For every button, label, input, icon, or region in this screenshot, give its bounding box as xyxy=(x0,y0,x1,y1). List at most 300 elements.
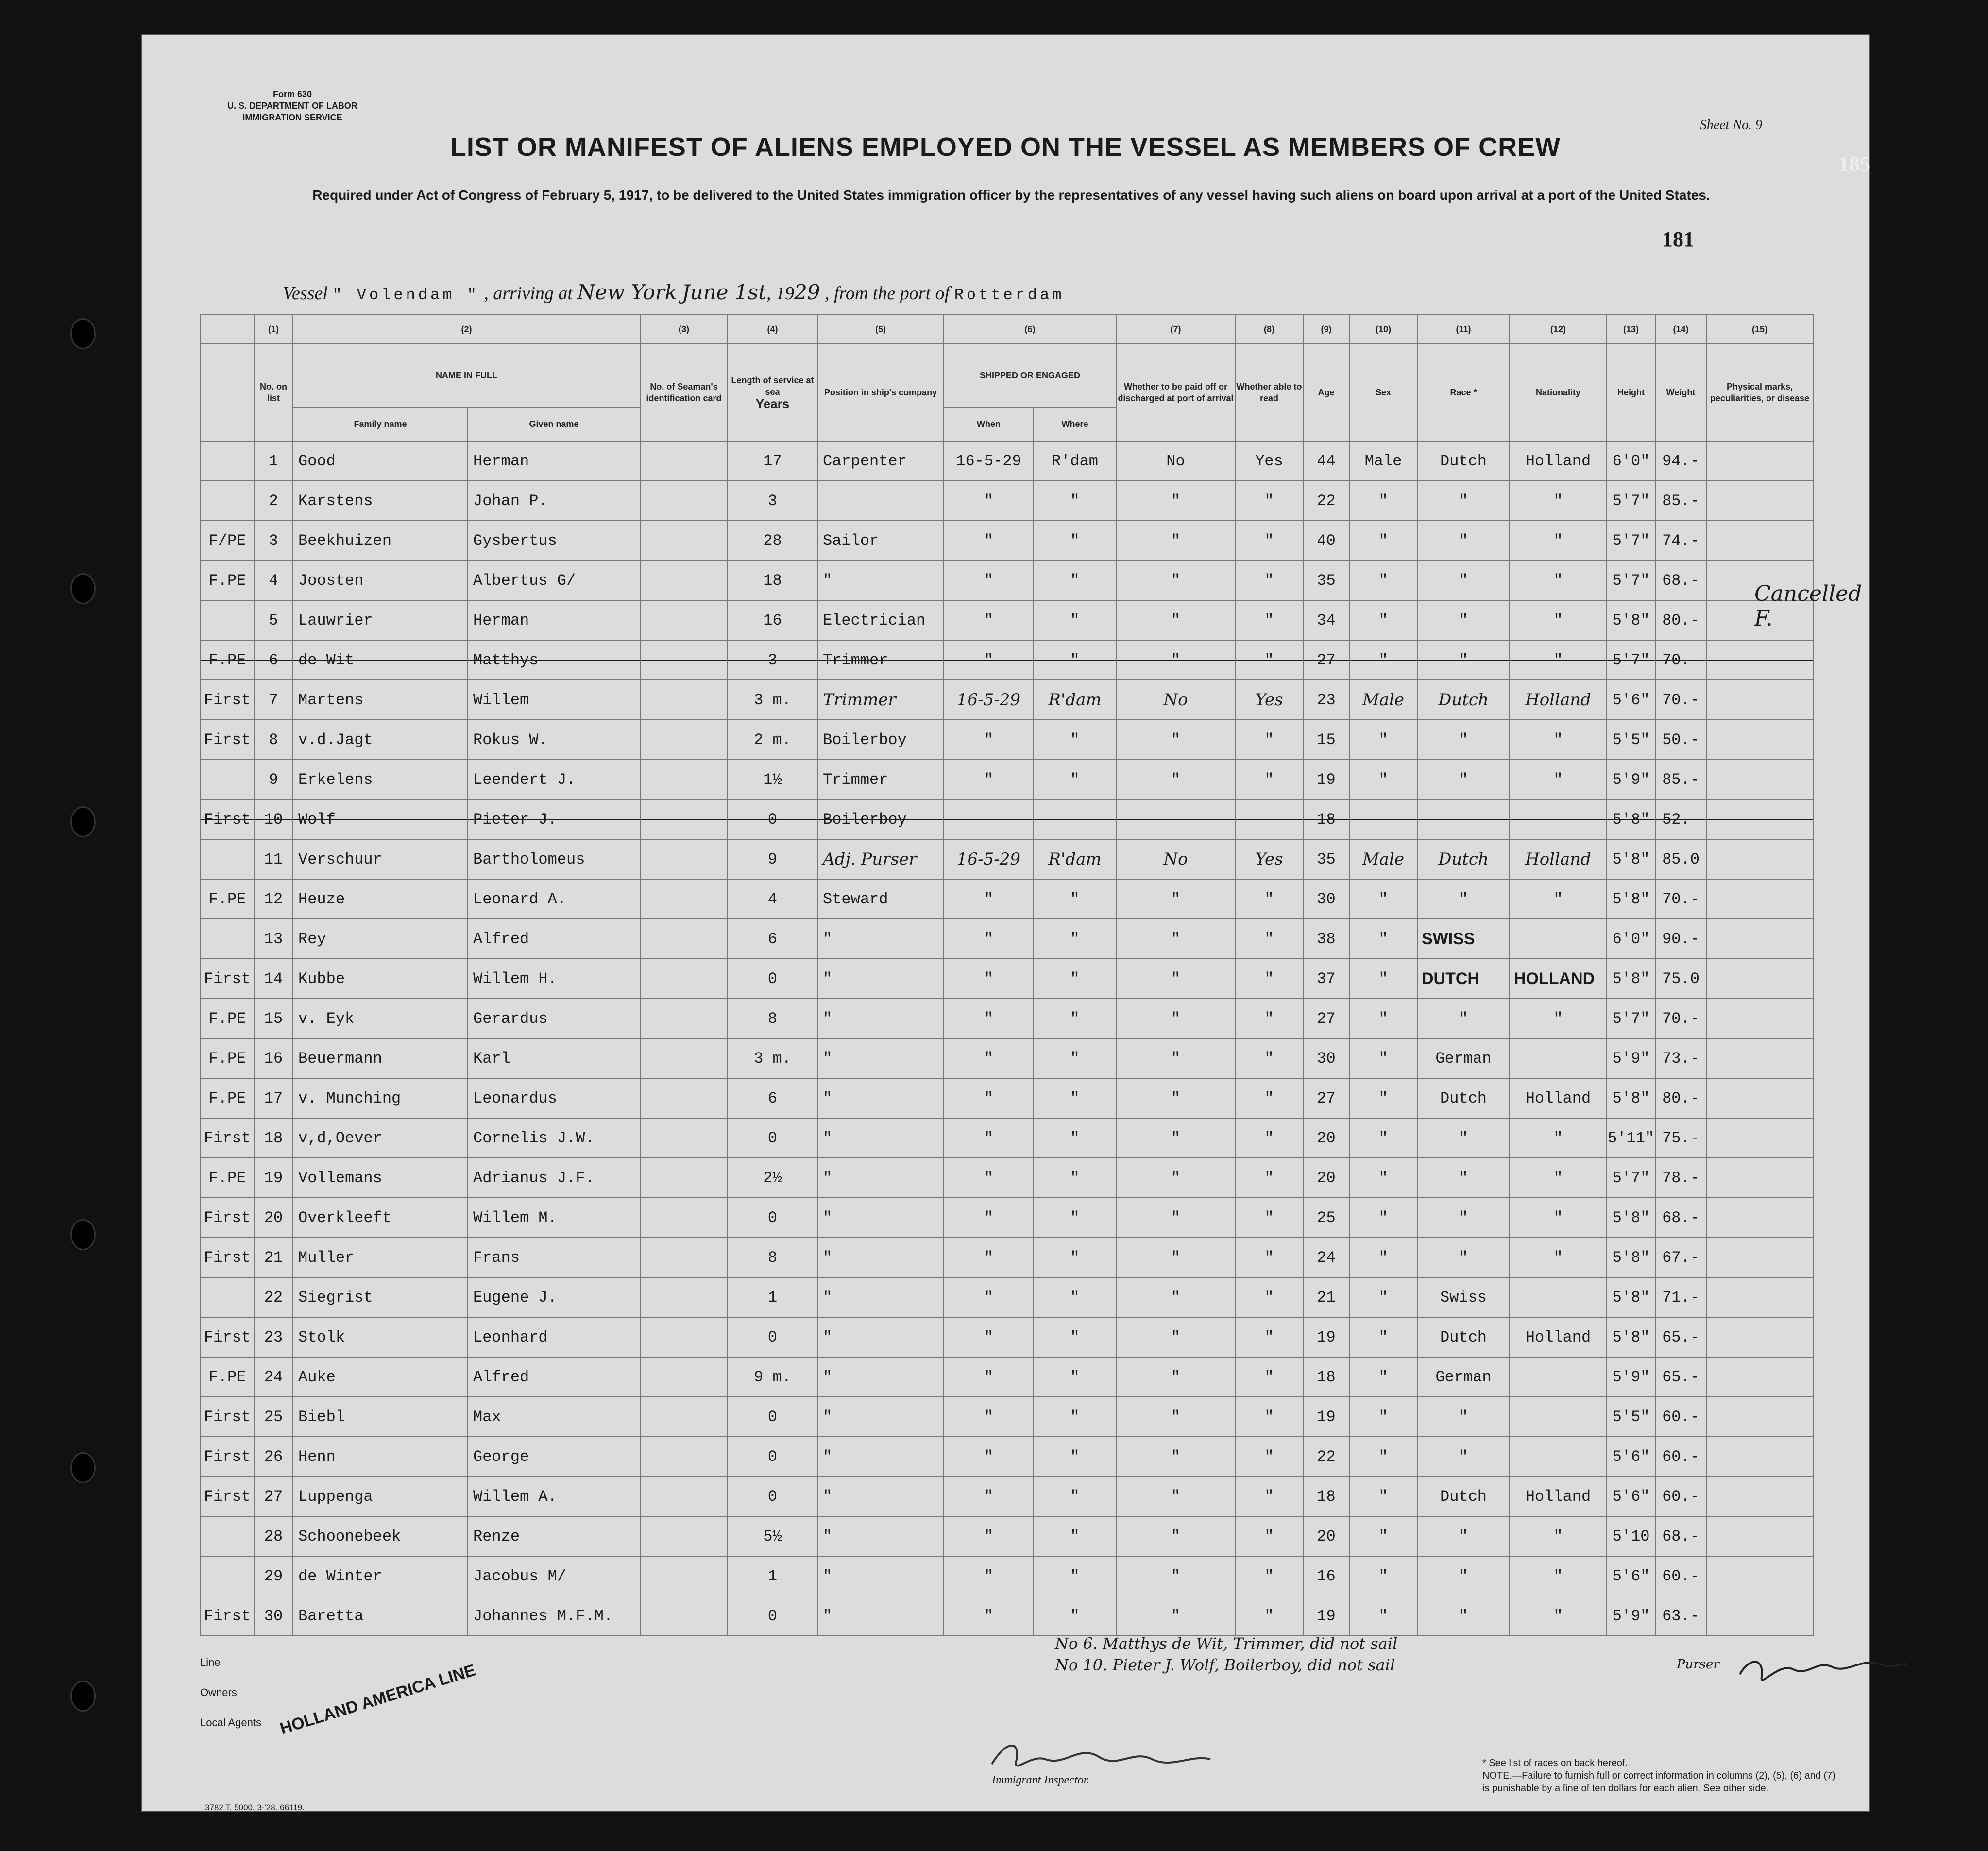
race-cell: Dutch xyxy=(1417,1078,1510,1118)
position-cell xyxy=(817,481,944,521)
age-cell: 18 xyxy=(1303,799,1349,839)
shipped-when-cell: " xyxy=(944,1238,1034,1277)
race-cell: " xyxy=(1417,600,1510,640)
given-name-cell: Pieter J. xyxy=(468,799,640,839)
paid-off-cell: " xyxy=(1116,1198,1235,1238)
purser-label: Purser xyxy=(1677,1657,1719,1672)
position-cell: " xyxy=(817,560,944,600)
able-to-read-cell: " xyxy=(1235,1238,1303,1277)
owners-label: Owners xyxy=(200,1686,237,1698)
weight-cell: 63.- xyxy=(1655,1596,1706,1636)
family-name-cell: v. Eyk xyxy=(293,999,468,1038)
shipped-where-cell: " xyxy=(1034,521,1116,560)
weight-cell: 50.- xyxy=(1655,720,1706,760)
able-to-read-cell: " xyxy=(1235,879,1303,919)
shipped-when-cell: " xyxy=(944,720,1034,760)
sex-cell: " xyxy=(1349,1357,1417,1397)
physical-marks-cell xyxy=(1706,1357,1813,1397)
service-length-cell: 0 xyxy=(728,1118,817,1158)
nationality-cell: " xyxy=(1510,1238,1607,1277)
paid-off-cell: " xyxy=(1116,600,1235,640)
physical-marks-cell xyxy=(1706,1556,1813,1596)
service-length-cell: 0 xyxy=(728,1596,817,1636)
physical-marks-cell xyxy=(1706,1317,1813,1357)
position-cell: " xyxy=(817,1038,944,1078)
nationality-cell: " xyxy=(1510,999,1607,1038)
race-cell: " xyxy=(1417,1158,1510,1198)
header-shipped: SHIPPED OR ENGAGED xyxy=(944,344,1116,407)
row-number-cell: 3 xyxy=(254,521,293,560)
table-row xyxy=(201,521,1813,560)
paid-off-cell: " xyxy=(1116,521,1235,560)
position-cell: Trimmer xyxy=(817,680,944,720)
height-cell: 5'7" xyxy=(1607,560,1655,600)
nationality-cell xyxy=(1510,919,1607,959)
able-to-read-cell: " xyxy=(1235,720,1303,760)
race-cell: " xyxy=(1417,1118,1510,1158)
height-cell: 5'9" xyxy=(1607,1596,1655,1636)
row-note-cell: First xyxy=(201,1238,254,1277)
able-to-read-cell: " xyxy=(1235,1437,1303,1477)
row-note-cell xyxy=(201,600,254,640)
family-name-cell: Auke xyxy=(293,1357,468,1397)
table-row xyxy=(201,1238,1813,1277)
service-length-cell: 3 xyxy=(728,481,817,521)
height-cell: 5'10 xyxy=(1607,1516,1655,1556)
family-name-cell: Joosten xyxy=(293,560,468,600)
row-number-cell: 8 xyxy=(254,720,293,760)
page-title: LIST OR MANIFEST OF ALIENS EMPLOYED ON THE VESSEL AS MEMBERS OF CREW xyxy=(450,133,1561,162)
sex-cell: " xyxy=(1349,1437,1417,1477)
service-length-cell: 2½ xyxy=(728,1158,817,1198)
given-name-cell: Leonhard xyxy=(468,1317,640,1357)
able-to-read-cell: " xyxy=(1235,1516,1303,1556)
nationality-cell: " xyxy=(1510,600,1607,640)
height-cell: 5'7" xyxy=(1607,999,1655,1038)
given-name-cell: Karl xyxy=(468,1038,640,1078)
sex-cell: " xyxy=(1349,1596,1417,1636)
header-col-4: (4) xyxy=(728,315,817,344)
nationality-cell: " xyxy=(1510,1556,1607,1596)
header-age: Age xyxy=(1303,344,1349,441)
table-row xyxy=(201,999,1813,1038)
nationality-cell: " xyxy=(1510,760,1607,799)
sex-cell: " xyxy=(1349,1397,1417,1437)
family-name-cell: Martens xyxy=(293,680,468,720)
header-col-15: (15) xyxy=(1706,315,1813,344)
physical-marks-cell xyxy=(1706,481,1813,521)
position-cell: " xyxy=(817,1078,944,1118)
height-cell: 5'7" xyxy=(1607,481,1655,521)
position-cell: " xyxy=(817,1277,944,1317)
given-name-cell: Jacobus M/ xyxy=(468,1556,640,1596)
row-note-cell: First xyxy=(201,1477,254,1516)
given-name-cell: Herman xyxy=(468,441,640,481)
table-header xyxy=(201,315,1813,441)
shipped-where-cell: " xyxy=(1034,1556,1116,1596)
weight-cell: 80.- xyxy=(1655,1078,1706,1118)
race-cell: " xyxy=(1417,879,1510,919)
header-col-13: (13) xyxy=(1607,315,1655,344)
table-row xyxy=(201,441,1813,481)
seaman-card-cell xyxy=(640,1437,728,1477)
able-to-read-cell: " xyxy=(1235,1277,1303,1317)
service-length-cell: 3 m. xyxy=(728,680,817,720)
agents-label: Local Agents xyxy=(200,1716,261,1729)
table-row xyxy=(201,1118,1813,1158)
sex-cell: " xyxy=(1349,720,1417,760)
row-note-cell xyxy=(201,441,254,481)
from-label: , from the port of xyxy=(824,283,950,304)
family-name-cell: Henn xyxy=(293,1437,468,1477)
service-length-cell: 3 m. xyxy=(728,1038,817,1078)
family-name-cell: Biebl xyxy=(293,1397,468,1437)
row-note-cell: First xyxy=(201,1317,254,1357)
nationality-cell xyxy=(1510,1357,1607,1397)
inspector-label: Immigrant Inspector. xyxy=(992,1774,1090,1786)
race-cell: DUTCH xyxy=(1417,959,1510,999)
position-cell: Trimmer xyxy=(817,760,944,799)
table-row xyxy=(201,1397,1813,1437)
footer-labels xyxy=(200,1647,261,1738)
weight-cell: 60.- xyxy=(1655,1556,1706,1596)
physical-marks-cell xyxy=(1706,1477,1813,1516)
weight-cell: 80.- xyxy=(1655,600,1706,640)
sex-cell: " xyxy=(1349,1198,1417,1238)
row-number-cell: 21 xyxy=(254,1238,293,1277)
age-cell: 30 xyxy=(1303,1038,1349,1078)
header-col-7: (7) xyxy=(1116,315,1235,344)
shipped-where-cell: R'dam xyxy=(1034,839,1116,879)
shipped-when-cell: 16-5-29 xyxy=(944,680,1034,720)
header-position: Position in ship's company xyxy=(817,344,944,441)
shipped-when-cell: " xyxy=(944,1317,1034,1357)
seaman-card-cell xyxy=(640,1317,728,1357)
row-number-cell: 9 xyxy=(254,760,293,799)
row-number-cell: 18 xyxy=(254,1118,293,1158)
header-family-name: Family name xyxy=(293,407,468,441)
row-note-cell: First xyxy=(201,799,254,839)
row-note-cell: First xyxy=(201,1596,254,1636)
table-row xyxy=(201,760,1813,799)
family-name-cell: Heuze xyxy=(293,879,468,919)
sex-cell: " xyxy=(1349,879,1417,919)
position-cell: Sailor xyxy=(817,521,944,560)
arrival-date: June 1st xyxy=(681,280,767,304)
age-cell: 27 xyxy=(1303,999,1349,1038)
service-length-cell: 0 xyxy=(728,799,817,839)
weight-cell: 70.- xyxy=(1655,999,1706,1038)
nationality-cell: " xyxy=(1510,879,1607,919)
nationality-cell: " xyxy=(1510,1198,1607,1238)
given-name-cell: Willem xyxy=(468,680,640,720)
seaman-card-cell xyxy=(640,1078,728,1118)
table-row xyxy=(201,1437,1813,1477)
footnote-races: * See list of races on back hereof. xyxy=(1482,1758,1628,1768)
shipped-when-cell: " xyxy=(944,1118,1034,1158)
service-length-cell: 8 xyxy=(728,1238,817,1277)
family-name-cell: Vollemans xyxy=(293,1158,468,1198)
row-note-cell: First xyxy=(201,1118,254,1158)
shipped-when-cell: " xyxy=(944,1397,1034,1437)
row-number-cell: 29 xyxy=(254,1556,293,1596)
purser-signature xyxy=(1735,1647,1910,1691)
seaman-card-cell xyxy=(640,839,728,879)
shipped-where-cell: " xyxy=(1034,1118,1116,1158)
row-note-cell xyxy=(201,919,254,959)
age-cell: 27 xyxy=(1303,640,1349,680)
table-row xyxy=(201,1596,1813,1636)
position-cell: Boilerboy xyxy=(817,720,944,760)
service-length-cell: 3 xyxy=(728,640,817,680)
weight-cell: 68.- xyxy=(1655,1198,1706,1238)
given-name-cell: Willem M. xyxy=(468,1198,640,1238)
row-note-cell: F.PE xyxy=(201,1357,254,1397)
sex-cell xyxy=(1349,799,1417,839)
height-cell: 5'9" xyxy=(1607,1357,1655,1397)
row-note-cell xyxy=(201,760,254,799)
nationality-cell: " xyxy=(1510,521,1607,560)
sex-cell: Male xyxy=(1349,441,1417,481)
physical-marks-cell xyxy=(1706,640,1813,680)
height-cell: 5'5" xyxy=(1607,720,1655,760)
note-line-2: No 10. Pieter J. Wolf, Boilerboy, did not sail xyxy=(1055,1656,1395,1674)
header-col-8: (8) xyxy=(1235,315,1303,344)
weight-cell: 68.- xyxy=(1655,560,1706,600)
footnote-penalty-2: is punishable by a fine of ten dollars for each alien. See other side. xyxy=(1482,1783,1769,1794)
header-note-blank xyxy=(201,344,254,441)
arriving-label: , arriving at xyxy=(484,283,573,304)
header-col-1: (1) xyxy=(254,315,293,344)
given-name-cell: George xyxy=(468,1437,640,1477)
header-weight: Weight xyxy=(1655,344,1706,441)
race-cell: German xyxy=(1417,1038,1510,1078)
service-length-cell: 17 xyxy=(728,441,817,481)
service-length-cell: 0 xyxy=(728,1477,817,1516)
row-number-cell: 5 xyxy=(254,600,293,640)
seaman-card-cell xyxy=(640,919,728,959)
age-cell: 21 xyxy=(1303,1277,1349,1317)
physical-marks-cell xyxy=(1706,1118,1813,1158)
family-name-cell: Erkelens xyxy=(293,760,468,799)
shipped-where-cell: " xyxy=(1034,879,1116,919)
able-to-read-cell: " xyxy=(1235,1317,1303,1357)
nationality-cell: " xyxy=(1510,640,1607,680)
shipped-when-cell: 16-5-29 xyxy=(944,441,1034,481)
height-cell: 5'8" xyxy=(1607,1078,1655,1118)
row-number-cell: 2 xyxy=(254,481,293,521)
paid-off-cell: " xyxy=(1116,481,1235,521)
age-cell: 35 xyxy=(1303,560,1349,600)
seaman-card-cell xyxy=(640,560,728,600)
seaman-card-cell xyxy=(640,481,728,521)
header-col-10: (10) xyxy=(1349,315,1417,344)
age-cell: 15 xyxy=(1303,720,1349,760)
weight-cell: 90.- xyxy=(1655,919,1706,959)
paid-off-cell: " xyxy=(1116,1317,1235,1357)
shipped-when-cell: " xyxy=(944,1198,1034,1238)
header-col-5: (5) xyxy=(817,315,944,344)
table-row xyxy=(201,560,1813,600)
service-length-cell: 0 xyxy=(728,1437,817,1477)
age-cell: 30 xyxy=(1303,879,1349,919)
race-cell: " xyxy=(1417,720,1510,760)
seaman-card-cell xyxy=(640,1198,728,1238)
shipped-where-cell: " xyxy=(1034,1317,1116,1357)
service-name: IMMIGRATION SERVICE xyxy=(242,113,342,122)
age-cell: 19 xyxy=(1303,1397,1349,1437)
position-cell: " xyxy=(817,999,944,1038)
height-cell: 5'6" xyxy=(1607,1437,1655,1477)
shipped-when-cell: " xyxy=(944,1596,1034,1636)
weight-cell: 68.- xyxy=(1655,1516,1706,1556)
cancelled-annotation: Cancelled F. xyxy=(1754,581,1862,631)
family-name-cell: Beuermann xyxy=(293,1038,468,1078)
sex-cell: " xyxy=(1349,481,1417,521)
paid-off-cell: No xyxy=(1116,680,1235,720)
shipped-when-cell: 16-5-29 xyxy=(944,839,1034,879)
row-note-cell xyxy=(201,481,254,521)
shipped-when-cell: " xyxy=(944,919,1034,959)
nationality-cell: " xyxy=(1510,720,1607,760)
row-number-cell: 20 xyxy=(254,1198,293,1238)
header-where: Where xyxy=(1034,407,1116,441)
paid-off-cell: " xyxy=(1116,1277,1235,1317)
physical-marks-cell xyxy=(1706,441,1813,481)
paid-off-cell: No xyxy=(1116,839,1235,879)
given-name-cell: Rokus W. xyxy=(468,720,640,760)
given-name-cell: Albertus G/ xyxy=(468,560,640,600)
family-name-cell: v.d.Jagt xyxy=(293,720,468,760)
header-length-service xyxy=(728,344,817,441)
able-to-read-cell: " xyxy=(1235,760,1303,799)
punch-hole xyxy=(70,806,96,837)
length-label: Length of service at sea xyxy=(731,375,814,397)
family-name-cell: v,d,Oever xyxy=(293,1118,468,1158)
nationality-cell: Holland xyxy=(1510,680,1607,720)
able-to-read-cell: " xyxy=(1235,600,1303,640)
given-name-cell: Alfred xyxy=(468,919,640,959)
age-cell: 19 xyxy=(1303,1596,1349,1636)
position-cell: " xyxy=(817,1198,944,1238)
shipped-where-cell: " xyxy=(1034,1437,1116,1477)
table-row xyxy=(201,1038,1813,1078)
arrival-port: New York xyxy=(577,280,678,304)
paid-off-cell: " xyxy=(1116,959,1235,999)
weight-cell: 65.- xyxy=(1655,1357,1706,1397)
given-name-cell: Leonardus xyxy=(468,1078,640,1118)
position-cell: " xyxy=(817,1596,944,1636)
able-to-read-cell: " xyxy=(1235,1357,1303,1397)
nationality-cell: " xyxy=(1510,481,1607,521)
crew-table xyxy=(200,314,1814,1636)
position-cell: " xyxy=(817,1357,944,1397)
table-row xyxy=(201,600,1813,640)
shipped-when-cell: " xyxy=(944,521,1034,560)
sex-cell: " xyxy=(1349,1118,1417,1158)
row-number-cell: 25 xyxy=(254,1397,293,1437)
row-note-cell: F.PE xyxy=(201,1158,254,1198)
table-row xyxy=(201,680,1813,720)
shipped-where-cell: " xyxy=(1034,720,1116,760)
age-cell: 18 xyxy=(1303,1357,1349,1397)
shipped-where-cell: " xyxy=(1034,1596,1116,1636)
row-number-cell: 13 xyxy=(254,919,293,959)
paid-off-cell: " xyxy=(1116,640,1235,680)
height-cell: 5'8" xyxy=(1607,839,1655,879)
seaman-card-cell xyxy=(640,1556,728,1596)
race-cell: Dutch xyxy=(1417,1477,1510,1516)
paid-off-cell: " xyxy=(1116,919,1235,959)
age-cell: 44 xyxy=(1303,441,1349,481)
position-cell: " xyxy=(817,1437,944,1477)
shipped-where-cell: " xyxy=(1034,1238,1116,1277)
header-when: When xyxy=(944,407,1034,441)
race-cell: " xyxy=(1417,560,1510,600)
nationality-cell: HOLLAND xyxy=(1510,959,1607,999)
row-note-cell: First xyxy=(201,680,254,720)
service-length-cell: 0 xyxy=(728,1317,817,1357)
row-number-cell: 19 xyxy=(254,1158,293,1198)
nationality-cell xyxy=(1510,1397,1607,1437)
able-to-read-cell: " xyxy=(1235,959,1303,999)
physical-marks-cell xyxy=(1706,680,1813,720)
given-name-cell: Adrianus J.F. xyxy=(468,1158,640,1198)
seaman-card-cell xyxy=(640,1038,728,1078)
paid-off-cell: " xyxy=(1116,1038,1235,1078)
row-note-cell: F.PE xyxy=(201,879,254,919)
row-number-cell: 26 xyxy=(254,1437,293,1477)
shipped-when-cell: " xyxy=(944,1357,1034,1397)
position-cell: " xyxy=(817,1556,944,1596)
sex-cell: " xyxy=(1349,1038,1417,1078)
service-length-cell: 0 xyxy=(728,1397,817,1437)
seaman-card-cell xyxy=(640,441,728,481)
print-code: 3782 T. 5000. 3-'28. 66119. xyxy=(205,1803,305,1812)
nationality-cell xyxy=(1510,1038,1607,1078)
weight-cell: 60.- xyxy=(1655,1397,1706,1437)
service-length-cell: 2 m. xyxy=(728,720,817,760)
height-cell: 5'8" xyxy=(1607,1317,1655,1357)
position-cell: Trimmer xyxy=(817,640,944,680)
height-cell: 5'8" xyxy=(1607,600,1655,640)
paid-off-cell: No xyxy=(1116,441,1235,481)
table-row xyxy=(201,720,1813,760)
table-row xyxy=(201,1198,1813,1238)
seaman-card-cell xyxy=(640,1596,728,1636)
race-cell: Dutch xyxy=(1417,839,1510,879)
table-row xyxy=(201,839,1813,879)
shipped-where-cell: " xyxy=(1034,919,1116,959)
race-cell: Dutch xyxy=(1417,1317,1510,1357)
physical-marks-cell xyxy=(1706,1397,1813,1437)
physical-marks-cell xyxy=(1706,959,1813,999)
sex-cell: " xyxy=(1349,959,1417,999)
weight-cell: 52.- xyxy=(1655,799,1706,839)
race-cell: Dutch xyxy=(1417,441,1510,481)
age-cell: 40 xyxy=(1303,521,1349,560)
position-cell: " xyxy=(817,959,944,999)
department-name: U. S. DEPARTMENT OF LABOR xyxy=(227,101,357,111)
family-name-cell: Rey xyxy=(293,919,468,959)
shipped-when-cell: " xyxy=(944,879,1034,919)
vessel-name: " Volendam " xyxy=(332,286,479,304)
given-name-cell: Eugene J. xyxy=(468,1277,640,1317)
position-cell: Carpenter xyxy=(817,441,944,481)
table-row xyxy=(201,919,1813,959)
given-name-cell: Herman xyxy=(468,600,640,640)
row-number-cell: 16 xyxy=(254,1038,293,1078)
